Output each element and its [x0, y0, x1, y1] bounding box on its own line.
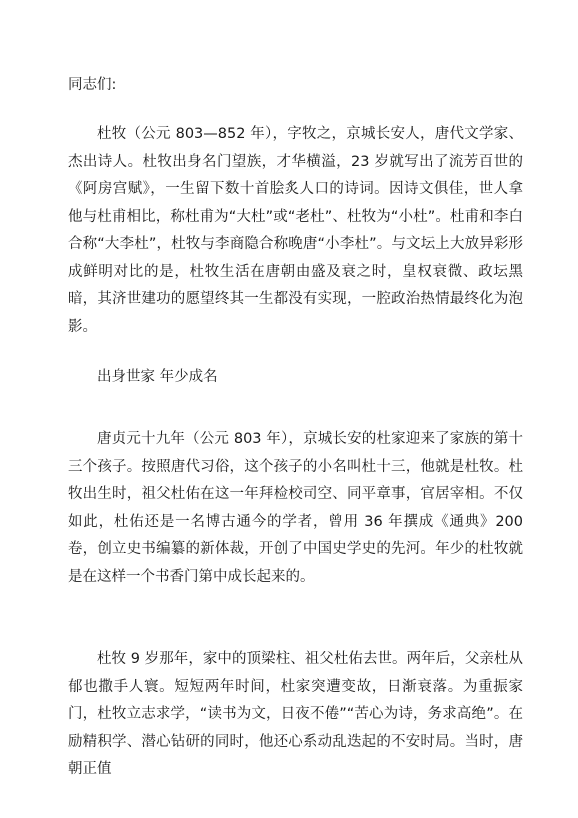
section-heading: 出身世家 年少成名: [97, 369, 218, 385]
salutation: 同志们:: [68, 77, 117, 93]
paragraph-birth: 唐贞元十九年（公元 803 年），京城长安的杜家迎来了家族的第十三个孩子。按照唐代习俗，这个孩子的小名叫杜十三，他就是杜牧。杜牧出生时，祖父杜佑在这一年拜检校司空、同平章事，官居宰相。不仅如此，杜佑还是一名博古通今的学者，曾用 36 年撰成《通典》200 卷，创立史书编纂的新体裁，开创了中国史学史的先河。年少的杜牧就是在这样一个书香门第中成长起来的。: [68, 431, 523, 585]
paragraph-intro: 杜牧（公元 803—852 年），字牧之，京城长安人，唐代文学家、杰出诗人。杜牧出身名门望族，才华横溢，23 岁就写出了流芳百世的《阿房宫赋》，一生留下数十首脍炙人口的诗词。因诗文俱佳，世人拿他与杜甫相比，称杜甫为“大杜”或“老杜”、杜牧为“小杜”。杜甫和李白合称“大李杜”，杜牧与李商隐合称晚唐“小李杜”。与文坛上大放异彩形成鲜明对比的是，杜牧生活在唐朝由盛及衰之时，皇权衰微、政坛黑暗，其济世建功的愿望终其一生都没有实现，一腔政治热情最终化为泡影。: [68, 126, 523, 335]
paragraph-youth: 杜牧 9 岁那年，家中的顶梁柱、祖父杜佑去世。两年后，父亲杜从郁也撒手人寰。短短两年时间，杜家突遭变故，日渐衰落。为重振家门，杜牧立志求学，“读书为文，日夜不倦”“苦心为诗，务求高绝”。在励精积学、潜心钻研的同时，他还心系动乱迭起的不安时局。当时，唐朝正值: [68, 651, 523, 777]
